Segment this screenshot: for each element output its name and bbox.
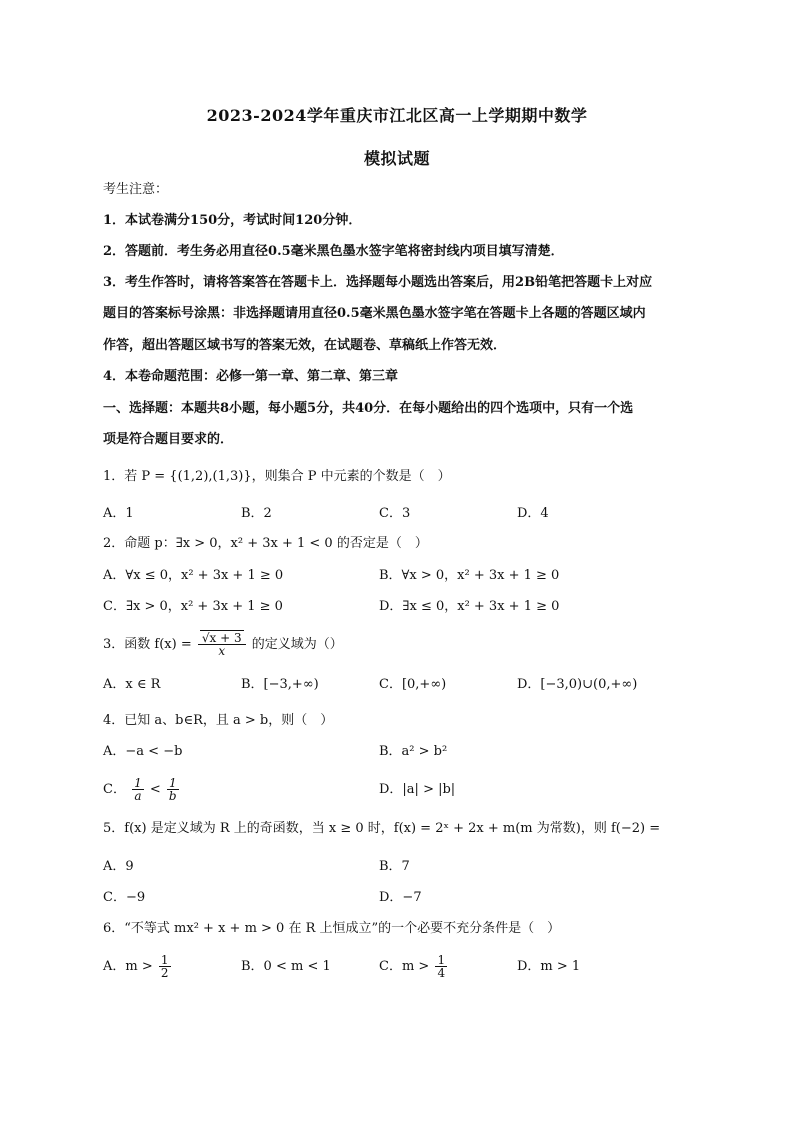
- q3-fraction: [198, 632, 246, 657]
- q6-option-c-pre: C．m >: [379, 959, 430, 974]
- q6-a-num: 1: [160, 953, 169, 967]
- q3-fraction-denominator: x: [218, 644, 226, 658]
- notice-item-3-line-1: 3．考生作答时，请将答案答在答题卡上．选择题每小题选出答案后，用2B铅笔把答题卡上对应: [103, 275, 653, 290]
- exam-title: 2023-2024学年重庆市江北区高一上学期期中数学: [206, 106, 588, 125]
- q4-option-c-frac-2: [167, 777, 179, 802]
- question-5-stem: 5．f(x) 是定义域为 R 上的奇函数，当 x ≥ 0 时，f(x) = 2ˣ + 2x + m(m 为常数)，则 f(−2) =: [103, 821, 661, 836]
- notice-item-3-line-3: 作答，超出答题区域书写的答案无效，在试题卷、草稿纸上作答无效．: [103, 338, 507, 353]
- q1-option-c: C．3: [379, 506, 411, 521]
- q6-option-a-frac: [159, 954, 171, 979]
- q4-option-c-label: C．: [103, 782, 126, 797]
- q4-option-d: D．|a| > |b|: [379, 782, 456, 797]
- exam-subtitle: 模拟试题: [363, 149, 430, 168]
- notice-item-2: 2．答题前．考生务必用直径0.5毫米黑色墨水签字笔将密封线内项目填写清楚．: [103, 244, 564, 259]
- q2-option-c: C．∃x > 0，x² + 3x + 1 ≥ 0: [103, 599, 283, 614]
- q5-option-c: C．−9: [103, 890, 146, 905]
- q1-option-b: B．2: [241, 506, 272, 521]
- q6-option-a-pre: A．m >: [103, 959, 153, 974]
- notice-item-1: 1．本试卷满分150分，考试时间120分钟．: [103, 213, 362, 228]
- q2-option-b: B．∀x > 0，x² + 3x + 1 ≥ 0: [379, 568, 560, 583]
- q6-option-d: D．m > 1: [517, 959, 581, 974]
- q4-option-a: A．−a < −b: [103, 744, 183, 759]
- q3-option-d: D．[−3,0)∪(0,+∞): [517, 677, 638, 692]
- q6-option-c-frac: [435, 954, 447, 979]
- q6-c-num: 1: [437, 953, 446, 967]
- q1-option-a: A．1: [103, 506, 134, 521]
- q3-option-c: C．[0,+∞): [379, 677, 447, 692]
- q4-option-c-frac-1: [132, 777, 144, 802]
- q4-option-c-lt: <: [149, 782, 161, 797]
- q4-option-b: B．a² > b²: [379, 744, 448, 759]
- notice-heading: 考生注意：: [103, 182, 169, 197]
- q3-stem-pre: 3．函数 f(x) =: [103, 637, 192, 652]
- q5-option-b: B．7: [379, 859, 410, 874]
- q6-option-c: [379, 954, 449, 979]
- q4-c-den-1: a: [134, 789, 142, 803]
- question-4-stem: 4．已知 a、b∈R，且 a > b，则（ ）: [103, 713, 334, 728]
- question-3-stem: [103, 632, 343, 657]
- notice-item-3-line-2: 题目的答案标号涂黑：非选择题请用直径0.5毫米黑色墨水签字笔在答题卡上各题的答题区域内: [103, 306, 646, 321]
- section-1-heading-cont: 项是符合题目要求的．: [103, 432, 234, 447]
- q6-c-den: 4: [437, 966, 446, 980]
- q4-c-num-2: 1: [167, 777, 179, 790]
- q3-fraction-numerator: √x + 3: [201, 631, 242, 645]
- q6-a-den: 2: [160, 966, 169, 980]
- q5-option-a: A．9: [103, 859, 134, 874]
- q6-option-b: B．0 < m < 1: [241, 959, 331, 974]
- q3-option-b: B．[−3,+∞): [241, 677, 319, 692]
- q4-c-num-1: 1: [134, 776, 142, 790]
- q2-option-a: A．∀x ≤ 0，x² + 3x + 1 ≥ 0: [103, 568, 284, 583]
- q6-option-a: [103, 954, 173, 979]
- q5-option-d: D．−7: [379, 890, 422, 905]
- q1-option-d: D．4: [517, 506, 549, 521]
- question-2-stem: 2．命题 p：∃x > 0，x² + 3x + 1 < 0 的否定是（ ）: [103, 536, 428, 551]
- section-1-heading: 一、选择题：本题共8小题，每小题5分，共40分．在每小题给出的四个选项中，只有一个选: [103, 401, 634, 416]
- notice-item-4: 4．本卷命题范围：必修一第一章、第二章、第三章: [103, 369, 399, 384]
- q4-c-den-2: b: [168, 789, 177, 803]
- q3-option-a: A．x ∈ R: [103, 677, 161, 692]
- question-1-stem: 1．若 P = {(1,2),(1,3)}，则集合 P 中元素的个数是（ ）: [103, 469, 451, 484]
- q3-stem-post: 的定义域为（）: [251, 637, 343, 652]
- q2-option-d: D．∃x ≤ 0，x² + 3x + 1 ≥ 0: [379, 599, 560, 614]
- question-6-stem: 6．“不等式 mx² + x + m > 0 在 R 上恒成立”的一个必要不充分条件是（ ）: [103, 921, 561, 936]
- q4-option-c: [103, 777, 181, 802]
